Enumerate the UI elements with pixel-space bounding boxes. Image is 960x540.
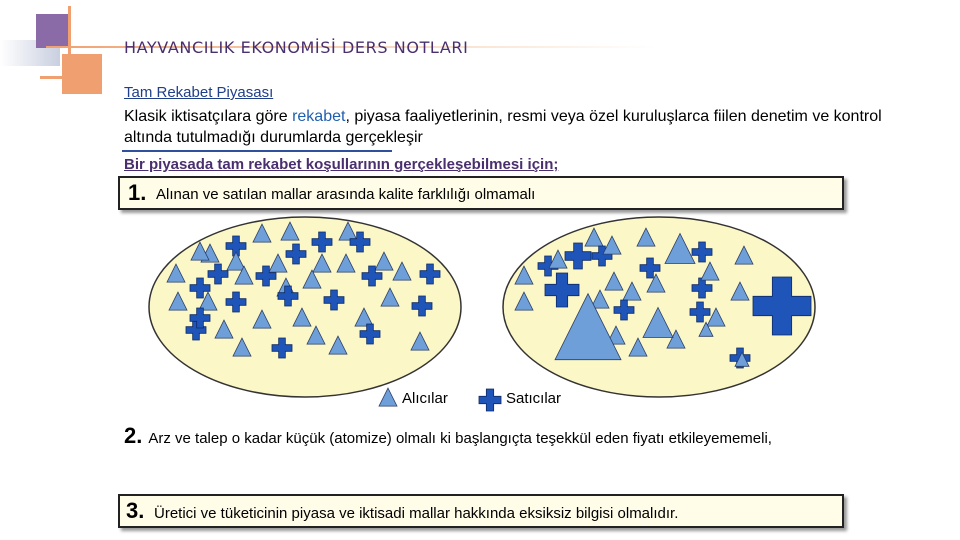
triangle-icon <box>379 388 397 406</box>
condition-2-number: 2. <box>124 423 143 448</box>
condition-2-text: Arz ve talep o kadar küçük (atomize) olmalı ki başlangıçta teşekkül eden fiyatı etkileyememeli, <box>148 430 772 447</box>
condition-2-paragraph <box>124 424 834 451</box>
section-subtitle: Tam Rekabet Piyasası <box>124 84 274 101</box>
cross-icon <box>479 389 501 411</box>
conditions-title: Bir piyasada tam rekabet koşullarının gerçekleşebilmesi için; <box>124 156 559 173</box>
condition-3-box <box>118 494 844 528</box>
page-title: HAYVANCILIK EKONOMİSİ DERS NOTLARI <box>124 38 469 57</box>
condition-3-number: 3. <box>126 498 145 523</box>
intro-highlight: rekabet <box>292 108 346 125</box>
legend-sellers-label: Satıcılar <box>506 390 562 407</box>
intro-text-start: Klasik iktisatçılara göre <box>124 108 293 125</box>
condition-1-text: Alınan ve satılan mallar arasında kalite farklılığı olmamalı <box>156 186 536 203</box>
condition-1-number: 1. <box>128 180 147 205</box>
condition-3-text: Üretici ve tüketicinin piyasa ve iktisadi mallar hakkında eksiksiz bilgisi olmalıdır. <box>154 505 679 522</box>
legend-buyers-label: Alıcılar <box>402 390 448 407</box>
intro-text-end: , piyasa faaliyetlerinin, resmi veya özel kuruluşlarca fiilen denetim ve kontrol altında tutulmadığı durumlarda gerçekleşir <box>124 108 882 146</box>
